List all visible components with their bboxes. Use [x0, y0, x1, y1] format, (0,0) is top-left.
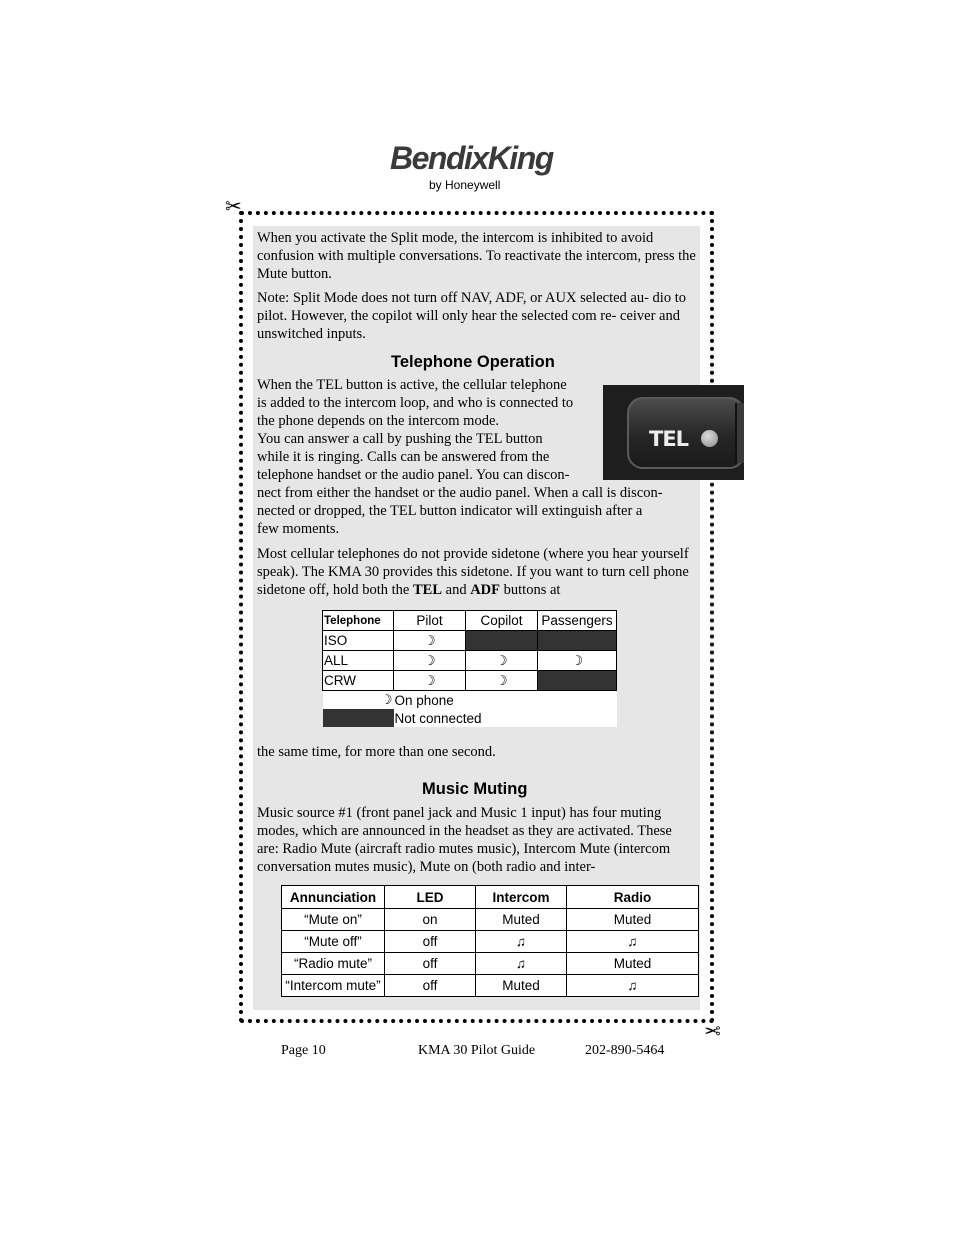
tel-button-photo [603, 385, 744, 480]
adf-bold: ADF [470, 582, 501, 598]
cut-line-right [710, 211, 714, 1023]
header-cell: Radio [567, 886, 699, 909]
header-cell: Annunciation [282, 886, 385, 909]
phone-icon: ☽ [466, 671, 538, 691]
music-muting-heading: Music Muting [422, 780, 528, 798]
telephone-paragraph-line: while it is ringing. Calls can be answered from the [257, 449, 550, 465]
table-cell: “Mute on” [282, 909, 385, 931]
bendixking-logo [390, 140, 553, 200]
not-connected-cell [538, 671, 617, 691]
part-number: 202-890-5464 [585, 1043, 665, 1058]
table-cell: Muted [567, 909, 699, 931]
table-row [282, 909, 699, 931]
sidetone-paragraph [257, 545, 697, 599]
same-time-paragraph: the same time, for more than one second. [257, 744, 496, 760]
table-cell: “Radio mute” [282, 953, 385, 975]
table-cell: off [385, 953, 476, 975]
sidetone-post: buttons at [500, 582, 561, 598]
header-cell: Copilot [466, 611, 538, 631]
split-mode-note: Note: Split Mode does not turn off NAV, ADF, or AUX selected au- dio to pilot. However, the copilot will only hear the selected com re- ceiver and unswitched inputs. [257, 290, 686, 342]
tel-button-label: TEL [649, 427, 689, 451]
legend-on-label: On phone [394, 691, 617, 710]
table-cell: off [385, 975, 476, 997]
legend-row-off [323, 709, 617, 727]
telephone-paragraph-line: telephone handset or the audio panel. You can discon- [257, 467, 570, 483]
table-cell: off [385, 931, 476, 953]
telephone-paragraph-line: nect from either the handset or the audio panel. When a call is discon- [257, 485, 663, 501]
header-cell: LED [385, 886, 476, 909]
header-cell: Passengers [538, 611, 617, 631]
music-note-icon: ♫ [476, 931, 567, 953]
split-mode-paragraph: When you activate the Split mode, the intercom is inhibited to avoid confusion with multiple conversations. To reactivate the intercom, press the Mute button. [257, 230, 696, 282]
phone-icon: ☽ [466, 651, 538, 671]
music-muting-paragraph: Music source #1 (front panel jack and Music 1 input) has four muting modes, which are announced in the headset as they are activated. These are: Radio Mute (aircraft radio mutes music), Intercom Mute (intercom conversation mutes music), Mute on (both radio and inter- [257, 805, 672, 875]
phone-icon: ☽ [394, 651, 466, 671]
scissors-icon: ✂ [225, 194, 242, 218]
logo-subtitle: by Honeywell [429, 178, 501, 192]
telephone-paragraph-line: You can answer a call by pushing the TEL button [257, 431, 543, 447]
sidetone-text: Most cellular telephones do not provide sidetone (where you hear yourself speak). The KMA 30 provides this sidetone. If you want to turn cell phone sidetone off, hold both the [257, 546, 689, 598]
tel-led-indicator [701, 430, 718, 447]
table-row [323, 651, 617, 671]
not-connected-swatch [323, 709, 394, 727]
table-cell: Muted [567, 953, 699, 975]
table-row [323, 671, 617, 691]
page-number: Page 10 [281, 1043, 326, 1058]
table-header-row [282, 886, 699, 909]
telephone-paragraph-line: When the TEL button is active, the cellular telephone [257, 377, 567, 393]
table-cell: Muted [476, 975, 567, 997]
phone-icon: ☽ [394, 631, 466, 651]
logo-wordmark: BendixKing [390, 140, 553, 176]
tel-bold: TEL [413, 582, 443, 598]
table-header-row [323, 611, 617, 631]
cut-line-bottom [240, 1019, 714, 1023]
header-cell: Pilot [394, 611, 466, 631]
table-row [323, 631, 617, 651]
table-cell: “Mute off” [282, 931, 385, 953]
music-note-icon: ♫ [567, 931, 699, 953]
telephone-paragraph-line: nected or dropped, the TEL button indicator will extinguish after a [257, 503, 643, 519]
cut-line-left [239, 211, 243, 1023]
guide-title: KMA 30 Pilot Guide [418, 1043, 536, 1058]
telephone-mode-table [322, 610, 617, 727]
mode-cell: ALL [323, 651, 394, 671]
telephone-paragraph-line: is added to the intercom loop, and who is connected to [257, 395, 574, 411]
cut-line-top [240, 211, 714, 215]
mode-cell: CRW [323, 671, 394, 691]
table-cell: on [385, 909, 476, 931]
table-row [282, 931, 699, 953]
telephone-paragraph-line: few moments. [257, 521, 340, 537]
panel-edge [735, 403, 744, 463]
telephone-paragraph-line: the phone depends on the intercom mode. [257, 413, 500, 429]
table-cell: “Intercom mute” [282, 975, 385, 997]
header-cell: Telephone [323, 611, 394, 631]
table-row [282, 975, 699, 997]
mode-cell: ISO [323, 631, 394, 651]
music-muting-table [281, 885, 699, 997]
scissors-icon: ✂ [704, 1019, 721, 1043]
not-connected-cell [466, 631, 538, 651]
sidetone-and: and [442, 582, 471, 598]
header-cell: Intercom [476, 886, 567, 909]
phone-icon: ☽ [323, 691, 394, 710]
phone-icon: ☽ [538, 651, 617, 671]
legend-row-on [323, 691, 617, 710]
music-note-icon: ♫ [567, 975, 699, 997]
table-row [282, 953, 699, 975]
legend-off-label: Not connected [394, 709, 617, 727]
table-cell: Muted [476, 909, 567, 931]
phone-icon: ☽ [394, 671, 466, 691]
telephone-operation-heading: Telephone Operation [391, 353, 555, 371]
not-connected-cell [538, 631, 617, 651]
music-note-icon: ♫ [476, 953, 567, 975]
